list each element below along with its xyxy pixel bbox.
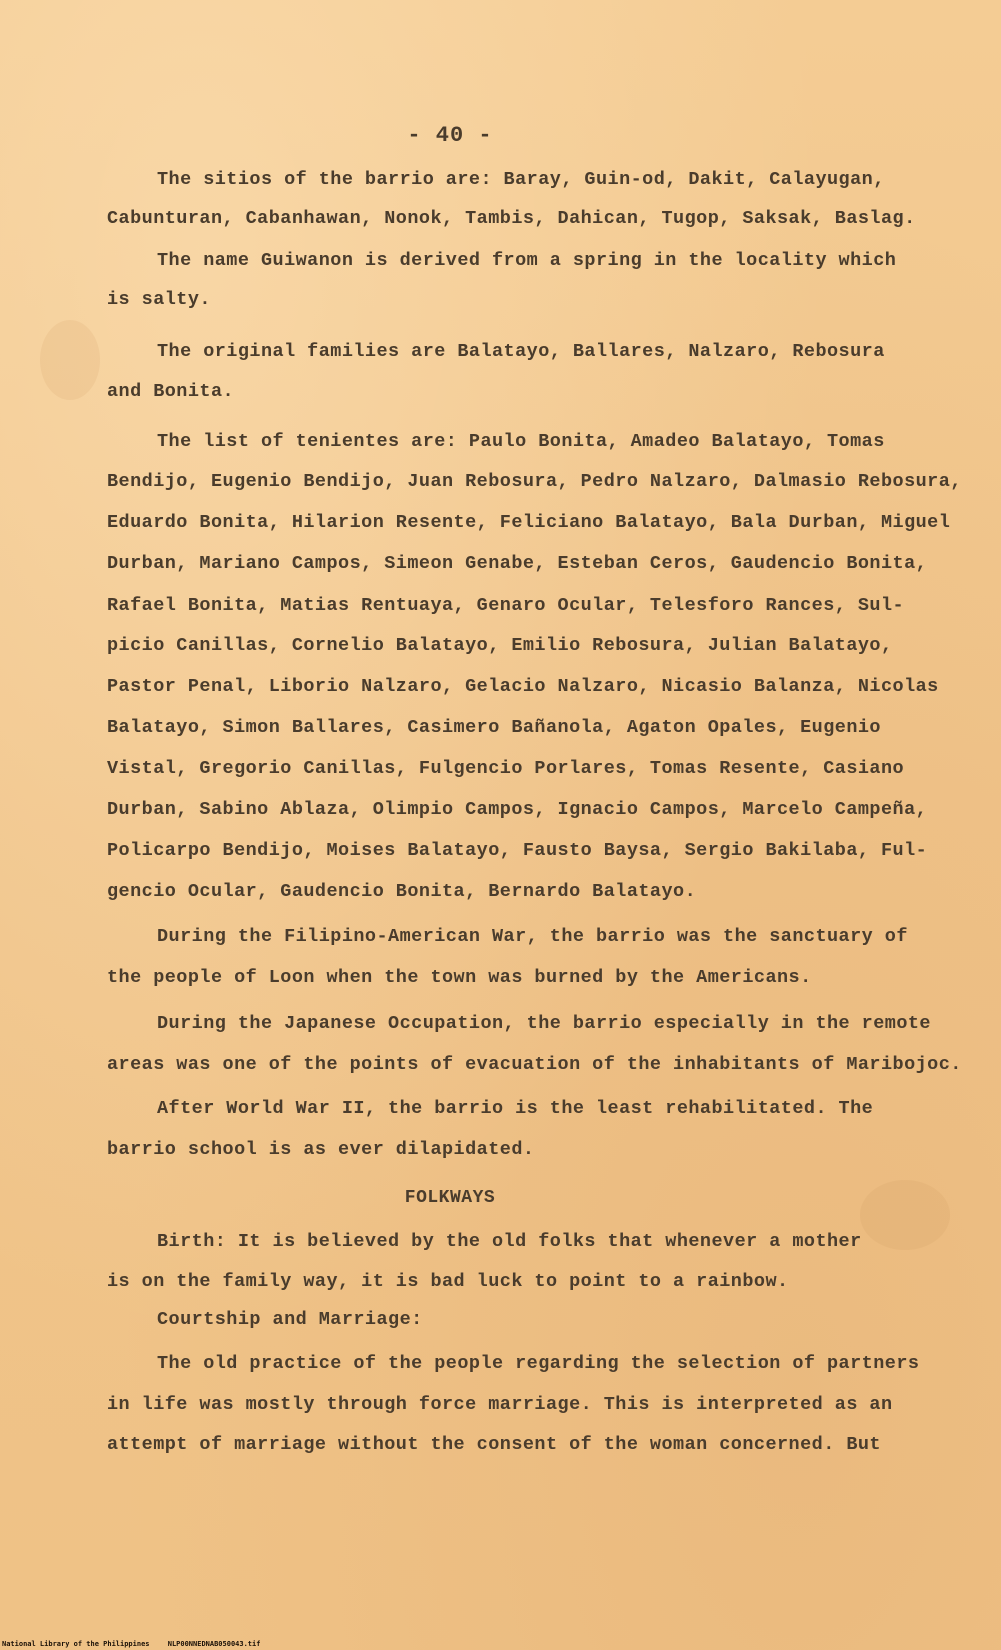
text-line: the people of Loon when the town was burned by the Americans. <box>107 967 812 988</box>
text-line: The list of tenientes are: Paulo Bonita, Amadeo Balatayo, Tomas <box>157 431 885 452</box>
text-line: attempt of marriage without the consent of the woman concerned. But <box>107 1434 881 1455</box>
text-line: Durban, Mariano Campos, Simeon Genabe, Esteban Ceros, Gaudencio Bonita, <box>107 553 928 574</box>
text-line: Birth: It is believed by the old folks that whenever a mother <box>157 1231 862 1252</box>
text-line: Balatayo, Simon Ballares, Casimero Bañanola, Agaton Opales, Eugenio <box>107 717 881 738</box>
text-line: gencio Ocular, Gaudencio Bonita, Bernardo Balatayo. <box>107 881 697 902</box>
file-id: NLP00NNEDNAB050043.tif <box>167 1640 261 1648</box>
text-line: Vistal, Gregorio Canillas, Fulgencio Porlares, Tomas Resente, Casiano <box>107 758 905 779</box>
section-heading: FOLKWAYS <box>404 1188 496 1208</box>
text-line: The sitios of the barrio are: Baray, Guin-od, Dakit, Calayugan, <box>157 169 885 190</box>
paper-stain <box>40 320 100 400</box>
scan-footer <box>2 1640 274 1648</box>
page-number: - 40 - <box>407 123 493 148</box>
library-credit: National Library of the Philippines <box>2 1640 150 1648</box>
text-line: After World War II, the barrio is the least rehabilitated. The <box>157 1098 874 1119</box>
text-line: and Bonita. <box>107 381 235 402</box>
text-line: The original families are Balatayo, Ballares, Nalzaro, Rebosura <box>157 341 885 362</box>
text-line: Courtship and Marriage: <box>157 1309 423 1330</box>
text-line: areas was one of the points of evacuation of the inhabitants of Maribojoc. <box>107 1054 962 1075</box>
text-line: picio Canillas, Cornelio Balatayo, Emilio Rebosura, Julian Balatayo, <box>107 635 893 656</box>
text-line: Rafael Bonita, Matias Rentuaya, Genaro Ocular, Telesforo Rances, Sul- <box>107 595 905 616</box>
text-line: Eduardo Bonita, Hilarion Resente, Feliciano Balatayo, Bala Durban, Miguel <box>107 512 951 533</box>
text-line: Policarpo Bendijo, Moises Balatayo, Fausto Baysa, Sergio Bakilaba, Ful- <box>107 840 928 861</box>
text-line: Bendijo, Eugenio Bendijo, Juan Rebosura, Pedro Nalzaro, Dalmasio Rebosura, <box>107 471 962 492</box>
text-line: in life was mostly through force marriage. This is interpreted as an <box>107 1394 893 1415</box>
text-line: During the Japanese Occupation, the barrio especially in the remote <box>157 1013 931 1034</box>
text-line: The name Guiwanon is derived from a spring in the locality which <box>157 250 897 271</box>
text-line: Durban, Sabino Ablaza, Olimpio Campos, Ignacio Campos, Marcelo Campeña, <box>107 799 928 820</box>
text-line: The old practice of the people regarding the selection of partners <box>157 1353 920 1374</box>
text-line: During the Filipino-American War, the barrio was the sanctuary of <box>157 926 908 947</box>
text-line: is salty. <box>107 289 211 310</box>
text-line: Pastor Penal, Liborio Nalzaro, Gelacio Nalzaro, Nicasio Balanza, Nicolas <box>107 676 939 697</box>
text-line: barrio school is as ever dilapidated. <box>107 1139 535 1160</box>
text-line: is on the family way, it is bad luck to point to a rainbow. <box>107 1271 789 1292</box>
text-line: Cabunturan, Cabanhawan, Nonok, Tambis, Dahican, Tugop, Saksak, Baslag. <box>107 208 916 229</box>
